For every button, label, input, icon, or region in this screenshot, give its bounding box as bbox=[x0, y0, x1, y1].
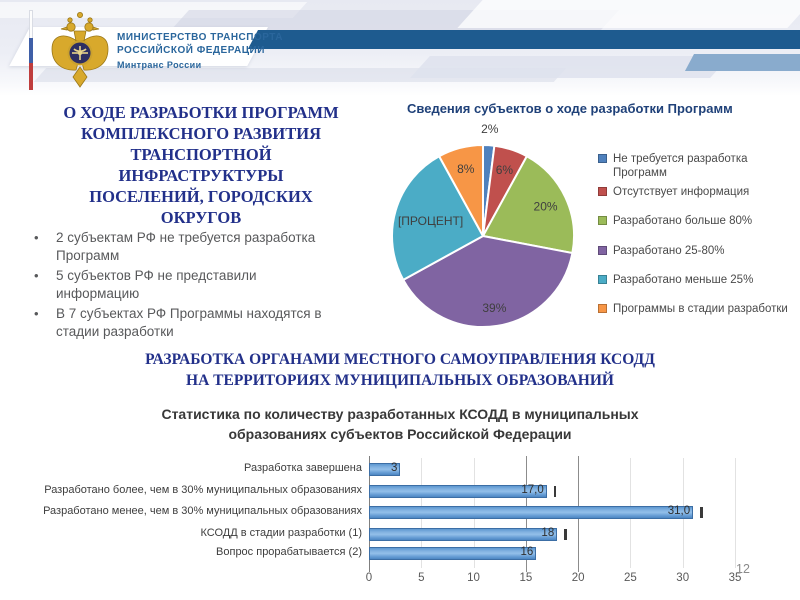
pie-slice-label: 6% bbox=[495, 163, 514, 178]
bar bbox=[369, 485, 547, 498]
slide-title-line: ТРАНСПОРТНОЙ bbox=[130, 144, 272, 164]
x-axis-tick-label: 35 bbox=[728, 572, 742, 584]
bullet-text: 2 субъектам РФ не требуется разработка Программ bbox=[56, 230, 316, 264]
bar-chart-title-line: Статистика по количеству разработанных КСОДД в муниципальных bbox=[161, 406, 639, 422]
bar-end-marker bbox=[564, 529, 567, 540]
slide-title-line: ПОСЕЛЕНИЙ, ГОРОДСКИХ bbox=[89, 186, 313, 206]
bar-value-label: 16 bbox=[520, 546, 534, 558]
legend-swatch-icon bbox=[598, 275, 607, 284]
bullet-text: В 7 субъектах РФ Программы находятся в стадии разработки bbox=[56, 306, 322, 340]
header-lightblue-band bbox=[685, 54, 800, 71]
bullet-list bbox=[30, 229, 375, 343]
legend-swatch-icon bbox=[598, 154, 607, 163]
ministry-name-line2: РОССИЙСКОЙ ФЕДЕРАЦИИ bbox=[117, 44, 265, 56]
x-axis-tick-label: 10 bbox=[467, 572, 480, 584]
section-title bbox=[40, 350, 760, 392]
bar-end-marker bbox=[700, 507, 703, 518]
x-axis-tick-label: 5 bbox=[418, 572, 425, 584]
pie-slice-label: [ПРОЦЕНТ] bbox=[397, 213, 464, 228]
page-number: 12 bbox=[736, 562, 750, 576]
russian-flag-stripe bbox=[29, 10, 33, 90]
legend-swatch-icon bbox=[598, 246, 607, 255]
legend-label: Разработано меньше 25% bbox=[613, 273, 754, 286]
legend-label: Разработано больше 80% bbox=[613, 215, 753, 228]
x-axis-tick-label: 0 bbox=[365, 572, 373, 584]
bar-category-label: Разработано менее, чем в 30% муниципальных образованиях bbox=[43, 505, 362, 517]
x-axis-tick-label: 20 bbox=[571, 572, 585, 584]
gridline bbox=[735, 458, 736, 568]
x-axis-tick-label: 30 bbox=[676, 572, 690, 584]
bullet-marker: • bbox=[34, 268, 39, 284]
bar-end-marker bbox=[554, 486, 557, 497]
pie-slice-label: 20% bbox=[533, 199, 558, 214]
bullet-marker: • bbox=[34, 306, 39, 322]
pie-slice-label: 8% bbox=[457, 162, 475, 177]
legend-swatch-icon bbox=[598, 187, 607, 196]
bar-value-label: 31,0 bbox=[667, 505, 691, 517]
legend-label: Отсутствует информация bbox=[613, 185, 750, 198]
bar-chart-title bbox=[120, 404, 680, 445]
x-axis-tick-label: 15 bbox=[519, 572, 533, 584]
bar bbox=[369, 547, 536, 560]
ministry-short-name: Минтранс России bbox=[117, 60, 202, 70]
bar bbox=[369, 528, 557, 541]
legend-item bbox=[598, 214, 788, 228]
ministry-name-block bbox=[117, 32, 283, 70]
slide-title-line: ОКРУГОВ bbox=[160, 207, 242, 227]
header-blue-band bbox=[248, 30, 800, 49]
legend-label: Программы в стадии разработки bbox=[613, 303, 788, 316]
bar bbox=[369, 506, 693, 519]
bullet-item bbox=[30, 267, 375, 303]
legend-swatch-icon bbox=[598, 216, 607, 225]
pie-chart-legend bbox=[598, 152, 788, 317]
header-decor-stripe bbox=[457, 0, 800, 28]
ministry-name-line1: МИНИСТЕРСТВО ТРАНСПОРТА bbox=[117, 32, 283, 43]
legend-item bbox=[598, 302, 788, 316]
legend-label: Не требуется разработка Программ bbox=[613, 153, 748, 180]
legend-item bbox=[598, 273, 788, 287]
header-decor-stripe bbox=[410, 56, 730, 78]
section-title-line: РАЗРАБОТКА ОРГАНАМИ МЕСТНОГО САМОУПРАВЛЕНИЯ КСОДД bbox=[145, 351, 655, 368]
x-axis-tick-label: 25 bbox=[624, 572, 637, 584]
legend-item bbox=[598, 185, 788, 199]
slide-title-line: КОМПЛЕКСНОГО РАЗВИТИЯ bbox=[80, 123, 322, 143]
ministry-emblem-eagle-icon bbox=[50, 11, 110, 91]
bar-chart bbox=[0, 455, 800, 595]
bullet-marker: • bbox=[34, 230, 39, 245]
legend-swatch-icon bbox=[598, 304, 607, 313]
bar-category-label: КСОДД в стадии разработки (1) bbox=[200, 527, 362, 539]
bar-category-label: Вопрос прорабатывается (2) bbox=[216, 546, 362, 558]
bar-value-label: 3 bbox=[390, 462, 398, 474]
section-title-line: НА ТЕРРИТОРИЯХ МУНИЦИПАЛЬНЫХ ОБРАЗОВАНИЙ bbox=[186, 371, 614, 389]
bar-chart-title-line: образованиях субъектов Российской Федерации bbox=[228, 426, 572, 443]
legend-item bbox=[598, 244, 788, 258]
pie-chart-title: Сведения субъектов о ходе разработки Программ bbox=[407, 101, 733, 116]
pie-slice-label: 39% bbox=[482, 300, 507, 315]
bar-category-label: Разработка завершена bbox=[244, 462, 362, 474]
legend-item bbox=[598, 152, 788, 181]
legend-label: Разработано 25-80% bbox=[613, 244, 725, 257]
bar-value-label: 17,0 bbox=[521, 484, 544, 496]
bullet-text: 5 субъектов РФ не представили информацию bbox=[56, 268, 257, 302]
pie-slice-label: 2% bbox=[481, 123, 499, 136]
bullet-item bbox=[30, 305, 375, 341]
slide-title-line: О ХОДЕ РАЗРАБОТКИ ПРОГРАММ bbox=[63, 103, 339, 122]
slide-title-line: ИНФРАСТРУКТУРЫ bbox=[118, 165, 284, 185]
bar-category-label: Разработано более, чем в 30% муниципальных образованиях bbox=[44, 484, 362, 496]
bar-value-label: 18 bbox=[541, 527, 555, 539]
pie-chart bbox=[388, 123, 578, 343]
bullet-item bbox=[30, 229, 375, 265]
slide-title bbox=[20, 103, 382, 229]
